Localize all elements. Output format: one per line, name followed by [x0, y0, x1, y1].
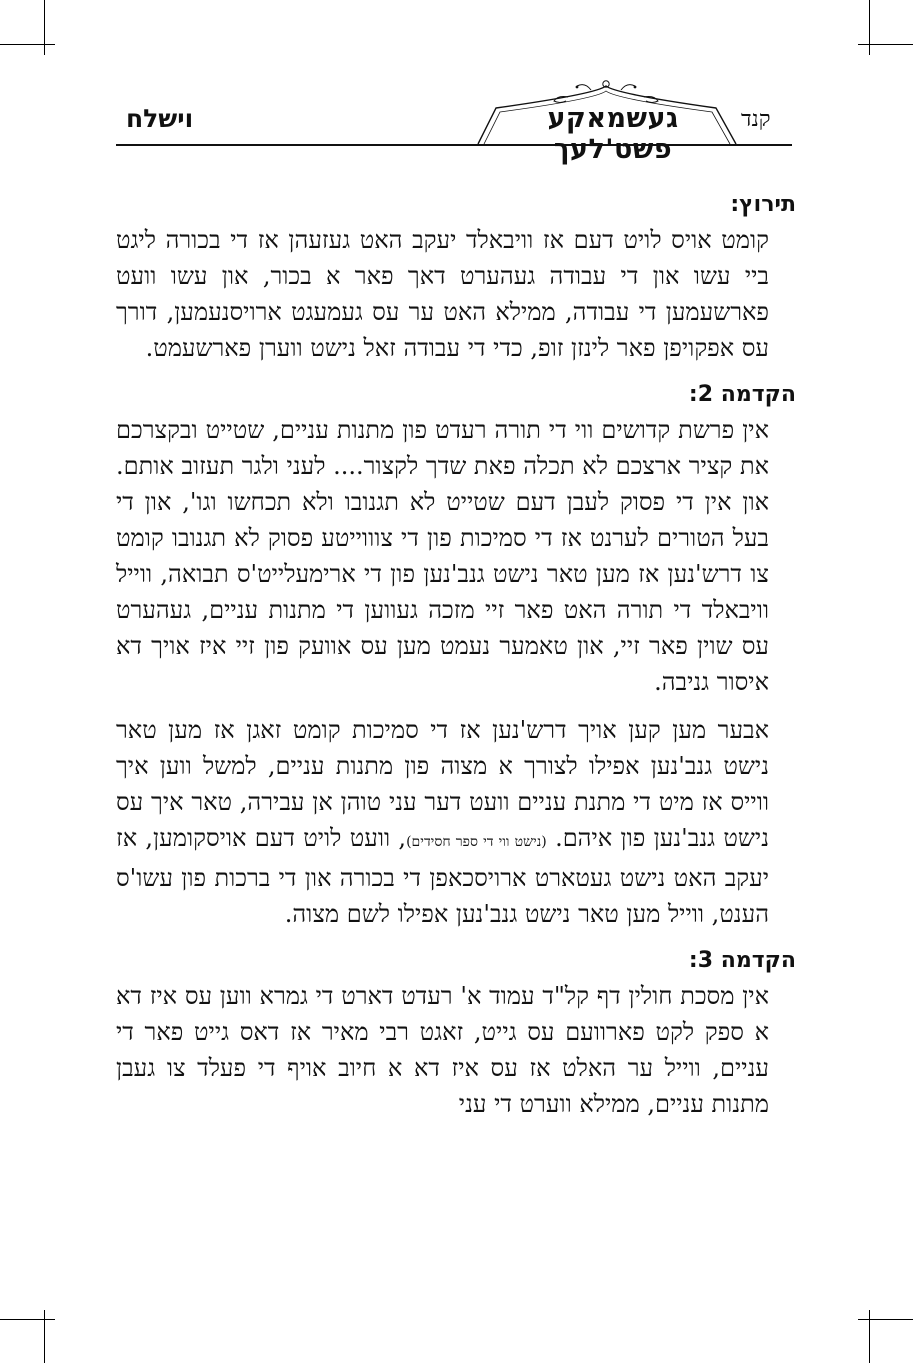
crop-mark: [869, 0, 870, 55]
parsha-name: וישלח: [126, 104, 194, 133]
crop-mark: [858, 1319, 913, 1320]
crop-mark: [0, 1319, 55, 1320]
footnote-aside: (נישט ווי די ספר חסידים): [406, 834, 547, 850]
paragraph: קומט אויס לויט דעם אז וויבאלד יעקב האט געזעהן אז די בכורה ליגט ביי עשו און די עבודה געהערט דאך פאר א בכור, און עשו וועט פארשעמען די עבודה, ממילא האט ער עס געמעגט ארויסנעמען, דורך עס אפקויפן פאר לינזן זופ, כדי די עבודה זאל נישט ווערן פארשעמט.: [116, 226, 770, 362]
crop-mark: [44, 1310, 45, 1363]
page-number: קנד: [741, 107, 771, 132]
crop-mark: [0, 44, 55, 45]
crop-mark: [869, 1310, 870, 1363]
paragraph-text: , וועט לויט דעם אויסקומען, אז יעקב האט נישט געטארט ארויסכאפן די בכורה און די ברכות פון עשו'ס הענט, ווייל מען טאר נישט גנב'נען אפילו לשם מצוה.: [116, 824, 769, 928]
crop-mark: [44, 0, 45, 55]
section-heading: הקדמה 3:: [688, 948, 796, 973]
paragraph-text: אבער מען קען אויך דרש'נען אז די סמיכות קומט זאגן אז מען טאר נישט גנב'נען אפילו לצורך א מצוה פון מתנות עניים, למשל ווען איך ווייס אז מיט די מתנת עניים וועט דער עני טוהן אן עבירה, טאר איך עס נישט גנב'נען פון איהם.: [116, 716, 769, 852]
running-header: [116, 70, 792, 165]
section-heading: הקדמה 2:: [688, 382, 796, 407]
page-body: [116, 188, 796, 1122]
section-heading: תירוץ:: [730, 192, 796, 217]
paragraph: אין פרשת קדושים ווי די תורה רעדט פון מתנות עניים, שטייט ובקצרכם את קציר ארצכם לא תכלה פאת שדך לקצור.... לעני ולגר תעזוב אותם. און אין די פסוק לעבן דעם שטייט לא תגנובו ולא תכחשו וגו', און די בעל הטורים לערנט אז די סמיכות פון די צוווייטע פסוק לא תגנובו קומט צו דרש'נען אז מען טאר נישט גנב'נען פון די ארימעלייט'ס תבואה, ווייל וויבאלד די תורה האט פאר זיי מזכה געווען די מתנות עניים, געהערט עס שוין פאר זיי, און טאמער נעמט מען עס אוועק פון זיי איז אויך דא איסור גניבה.: [116, 416, 770, 696]
book-title: געשמאקע פשט'לעך: [547, 103, 679, 165]
paragraph: אין מסכת חולין דף קל"ד עמוד א' רעדט דארט די גמרא ווען עס איז דא א ספק לקט פארוועם עס גייט, זאגט רבי מאיר אז דאס גייט פאר די עניים, ווייל ער האלט אז עס איז דא א חיוב אויף די פעלד צו געבן מתנות עניים, ממילא ווערט די עני: [116, 982, 769, 1118]
paragraph: [116, 712, 769, 932]
crop-mark: [858, 44, 913, 45]
